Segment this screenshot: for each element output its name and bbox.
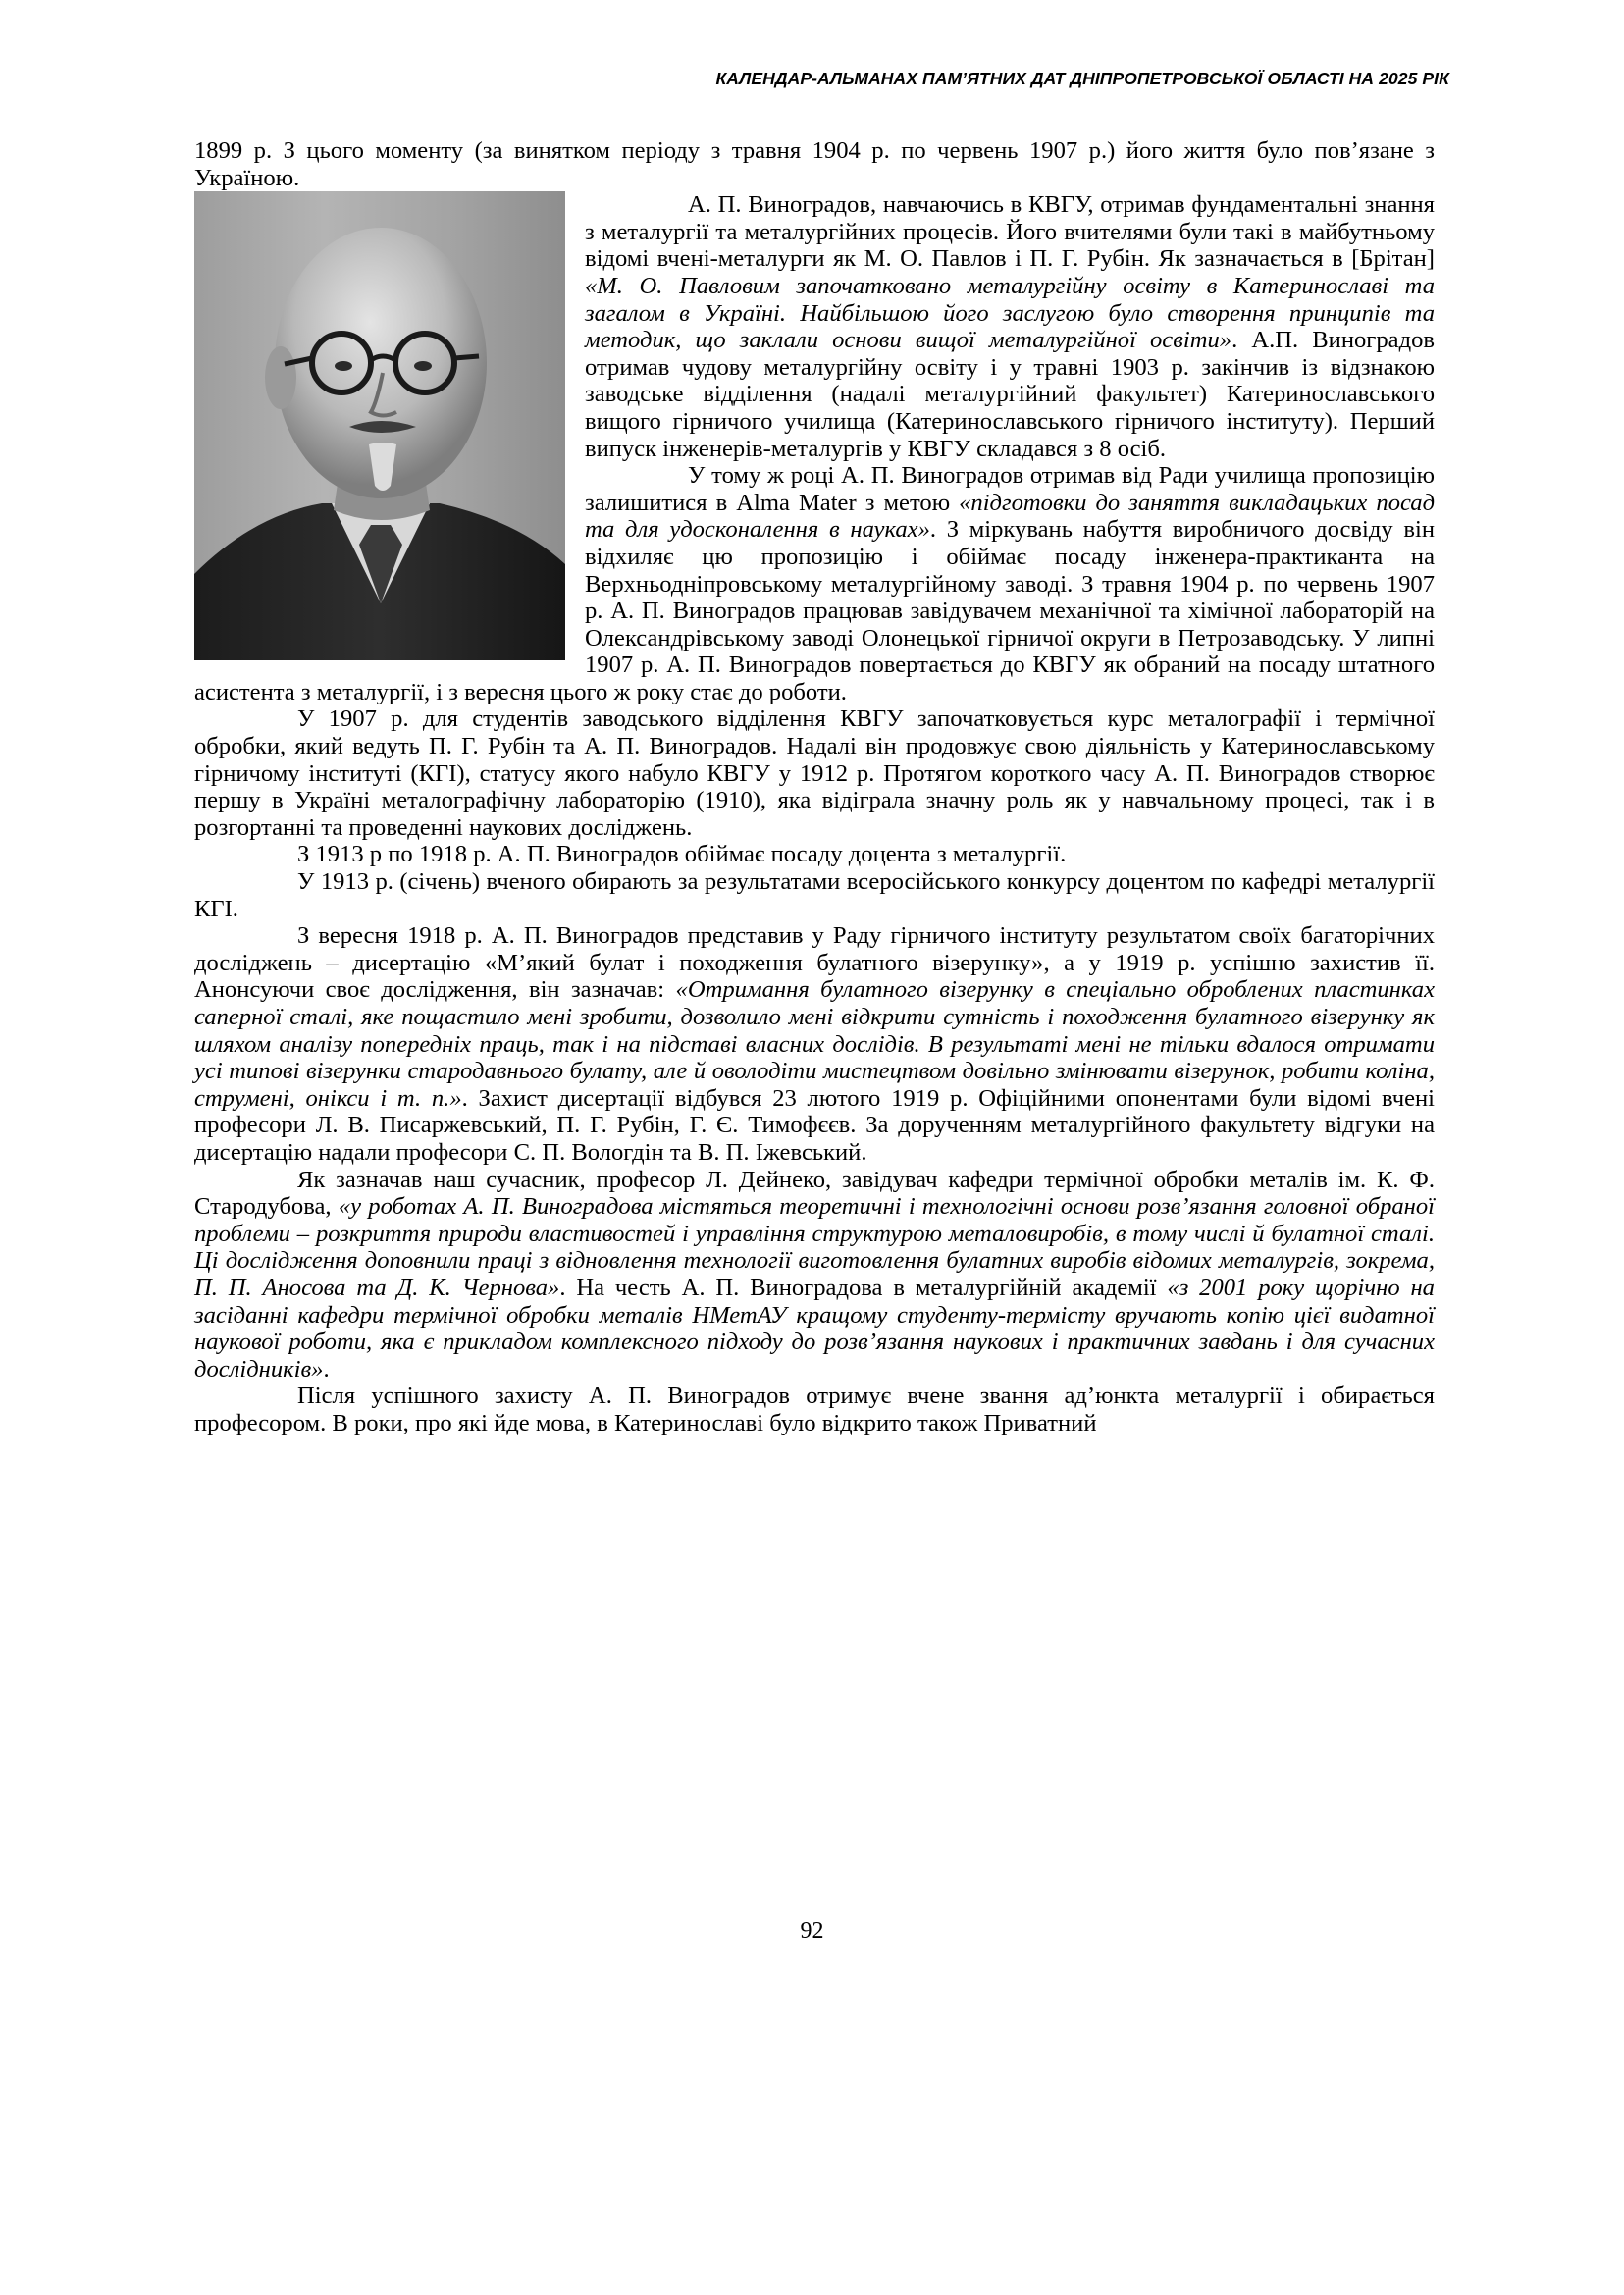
paragraph-dissertation bbox=[194, 922, 1435, 1166]
quote-alma-mater: «підготовки до заняття викладацьких посад та для удосконалення в науках» bbox=[585, 489, 1436, 544]
quote-deineko: «у роботах А. П. Виноградова містяться теоретичні і технологічні основи розв’язання головної обраної проблеми – розкриття природи властивостей і управління структурою металовиробів, в тому числі й булатної сталі. Ці дослідження доповнили праці з відновлення технології виготовлення булатних виробів відомих металургів, зокрема, П. П. Аносова та Д. К. Чернова» bbox=[194, 1193, 1435, 1301]
running-header: КАЛЕНДАР-АЛЬМАНАХ ПАМ’ЯТНИХ ДАТ ДНІПРОПЕТРОВСЬКОЇ ОБЛАСТІ НА 2025 РІК bbox=[715, 69, 1449, 88]
paragraph-career-text: У тому ж році А. П. Виноградов отримав від Ради училища пропозицію залишитися в Alma Mater з метою bbox=[585, 462, 1435, 516]
paragraph-career-text-end: . З міркувань набуття виробничого досвіду він відхиляє цю пропозицію і обіймає посаду інженера-практиканта на Верхньодніпровському металургійному заводі. З травня 1904 р. по червень 1907 р. А. П. Виноградов працював завідувачем механічної та хімічної лабораторій на Олександрівському заводі Олонецької гірничої округи в Петрозаводську. У липні 1907 р. А. П. Виноградов повертається до КВГУ як обраний на посаду штатного асистента з металургії, і з вересня цього ж року стає до роботи. bbox=[194, 516, 1435, 705]
paragraph-deineko-text-mid: . На честь А. П. Виноградова в металургійній академії bbox=[559, 1274, 1168, 1301]
portrait-photo bbox=[194, 191, 565, 660]
portrait-photo-icon bbox=[194, 191, 565, 660]
paragraph-deineko-text: Як зазначав наш сучасник, професор Л. Дейнеко, завідувач кафедри термічної обробки металів ім. К. Ф. Стародубова, bbox=[194, 1166, 1435, 1221]
paragraph-competition: У 1913 р. (січень) вченого обирають за результатами всеросійського конкурсу доцентом по кафедрі металургії КГІ. bbox=[194, 868, 1435, 922]
page-number: 92 bbox=[800, 1918, 824, 1944]
paragraph-education-text: А. П. Виноградов, навчаючись в КВГУ, отримав фундаментальні знання з металургії та металургійних процесів. Його вчителями були такі в майбутньому відомі вчені-металурги як М. О. Павлов і П. Г. Рубін. Як зазначається в [Брітан] bbox=[585, 191, 1435, 273]
paragraph-dissertation-text-end: . Захист дисертації відбувся 23 лютого 1919 р. Офіційними опонентами були відомі вчені професори Л. В. Писаржевський, П. Г. Рубін, Г. Є. Тимофєєв. За дорученням металургійного факультету відгуки на дисертацію надали професори С. П. Вологдін та В. П. Іжевський. bbox=[194, 1084, 1435, 1166]
paragraph-deineko-text-end: . bbox=[323, 1355, 330, 1382]
paragraph-education-text-end: . А.П. Виноградов отримав чудову металургійну освіту і у травні 1903 р. закінчив із відзнакою заводське відділення (надалі металургійний факультет) Катеринославського вищого гірничого училища (Катеринославського гірничого інституту). Перший випуск інженерів-металургів у КВГУ складався з 8 осіб. bbox=[585, 327, 1435, 462]
paragraph-intro: 1899 р. З цього моменту (за винятком періоду з травня 1904 р. по червень 1907 р.) його життя було пов’язане з Україною. bbox=[194, 137, 1435, 191]
quote-dissertation: «Отримання булатного візерунку в спеціально оброблених пластинках саперної сталі, яке пощастило мені зробити, дозволило мені відкрити сутність і походження булатного візерунку як шляхом аналізу попередніх праць, так і на підставі власних дослідів. В результаті мені не тільки вдалося отримати усі типові візерунки стародавнього булату, але й оволодіти мистецтвом довільно змінювати візерунок, робити коліна, струмені, онікси і т. п.» bbox=[194, 976, 1435, 1112]
quote-britan: «М. О. Павловим започатковано металургійну освіту в Катеринославі та загалом в Україні. Найбільшою його заслугою було створення принципів та методик, що заклали основи вищої металургійної освіти» bbox=[585, 272, 1435, 354]
paragraph-metallography: У 1907 р. для студентів заводського відділення КВГУ започатковується курс металографії і термічної обробки, який ведуть П. Г. Рубін та А. П. Виноградов. Надалі він продовжує свою діяльність у Катеринославському гірничому інституті (КГІ), статусу якого набуло КВГУ у 1912 р. Протягом короткого часу А. П. Виноградов створює першу в Україні металографічну лабораторію (1910), яка відіграла значну роль як у навчальному процесі, так і в розгортанні та проведенні наукових досліджень. bbox=[194, 705, 1435, 841]
paragraph-deineko bbox=[194, 1167, 1435, 1383]
paragraph-professor: Після успішного захисту А. П. Виноградов отримує вчене звання ад’юнкта металургії і обирається професором. В роки, про які йде мова, в Катеринославі було відкрито також Приватний bbox=[194, 1382, 1435, 1436]
quote-academy: «з 2001 року щорічно на засіданні кафедри термічної обробки металів НМетАУ кращому студенту-термісту вручають копію цієї видатної наукової роботи, яка є прикладом комплексного підходу до розв’язання наукових і практичних завдань і для сучасних дослідників» bbox=[194, 1274, 1435, 1382]
paragraph-docent: З 1913 р по 1918 р. А. П. Виноградов обіймає посаду доцента з металургії. bbox=[297, 841, 1067, 868]
article-body bbox=[194, 137, 1435, 1437]
paragraph-dissertation-text: З вересня 1918 р. А. П. Виноградов представив у Раду гірничого інституту результатом своїх багаторічних досліджень – дисертацію «М’який булат і походження булатного візерунку», а у 1919 р. успішно захистив її. Анонсуючи своє дослідження, він зазначав: bbox=[194, 922, 1435, 1004]
